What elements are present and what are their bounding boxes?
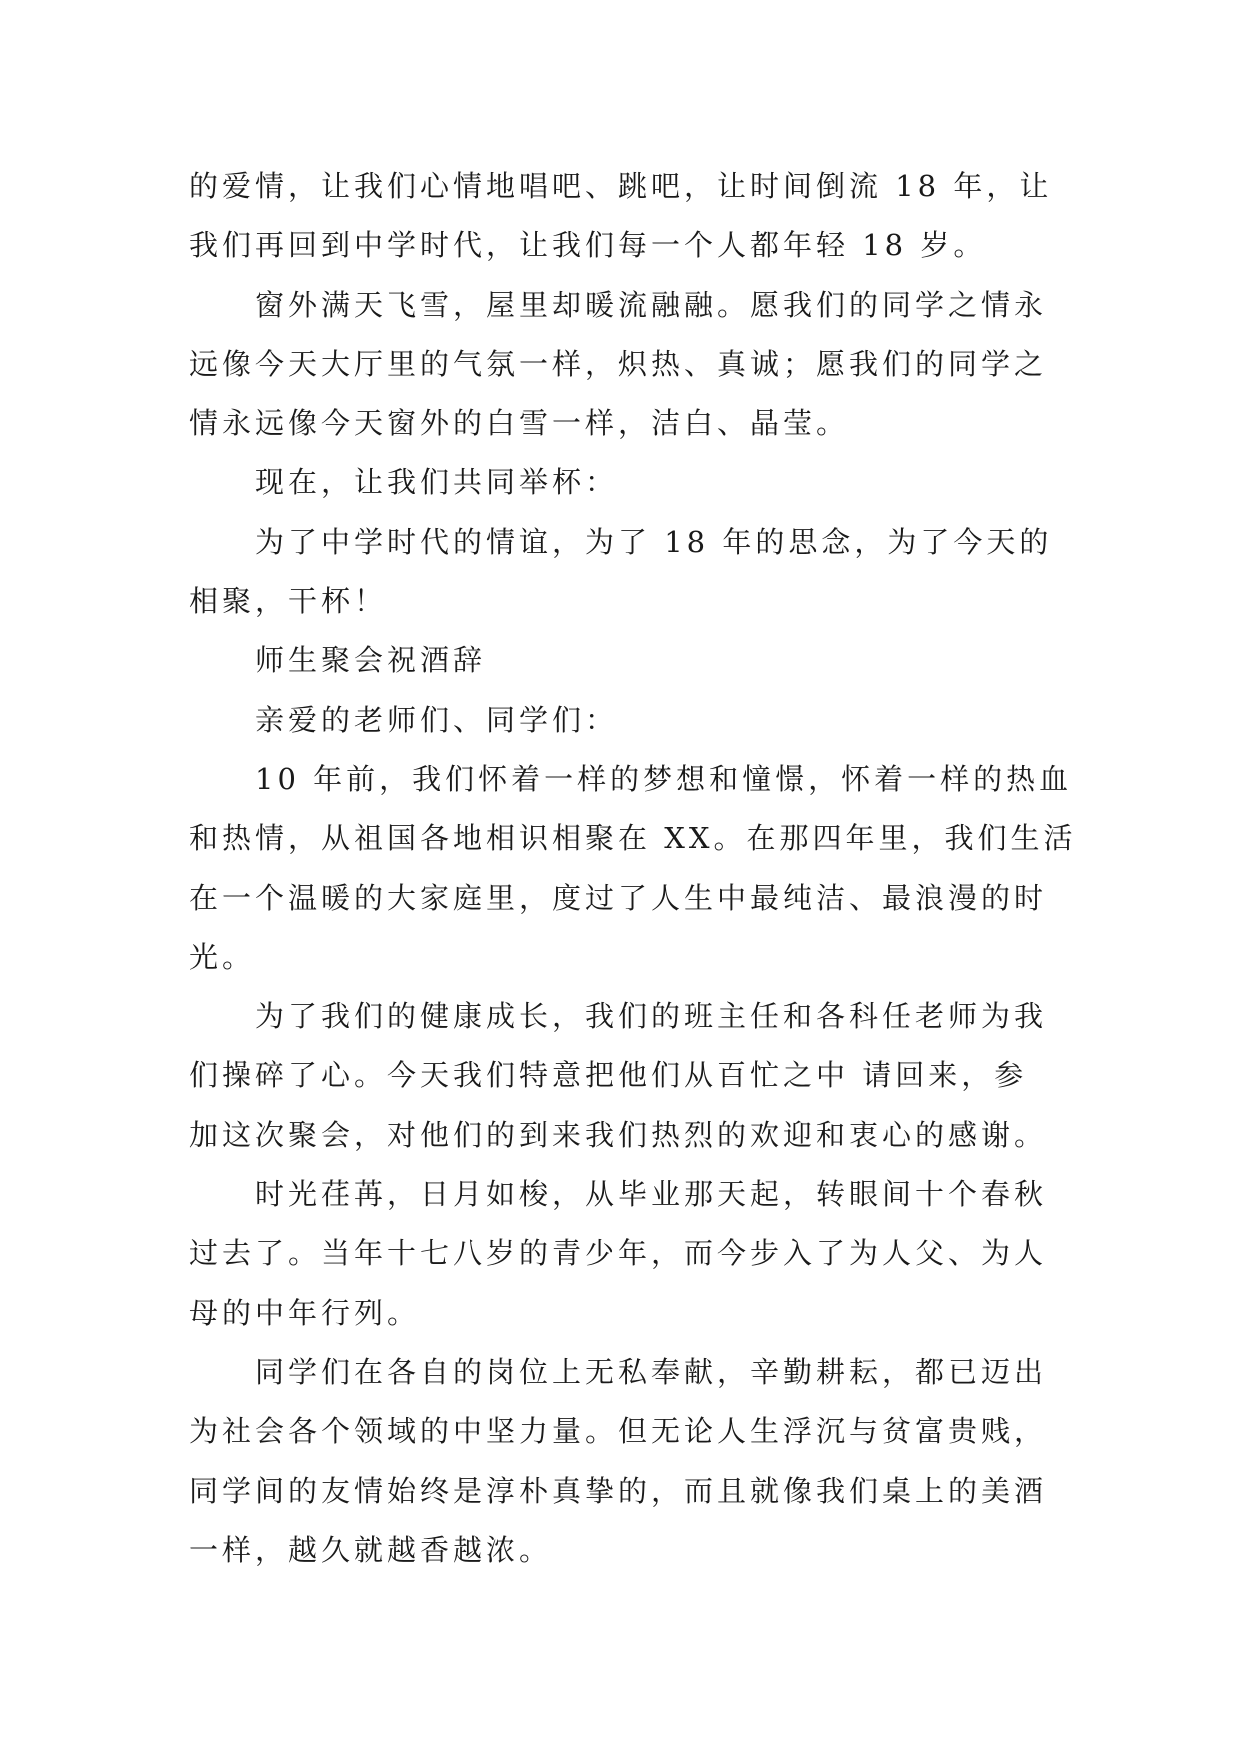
text-line: 现在，让我们共同举杯：	[255, 465, 619, 500]
text-line: 加这次聚会，对他们的到来我们热烈的欢迎和衷心的感谢。	[189, 1117, 1048, 1152]
text-line: 在一个温暖的大家庭里，度过了人生中最纯洁、最浪漫的时	[189, 880, 1048, 915]
text-line: 时光荏苒，日月如梭，从毕业那天起，转眼间十个春秋	[255, 1177, 1048, 1212]
text-line: 的爱情，让我们心情地唱吧、跳吧，让时间倒流 18 年，让	[189, 169, 1053, 203]
text-line: 过去了。当年十七八岁的青少年，而今步入了为人父、为人	[189, 1236, 1048, 1271]
text-line: 为了我们的健康成长，我们的班主任和各科任老师为我	[255, 999, 1048, 1034]
text-line: 情永远像今天窗外的白雪一样，洁白、晶莹。	[189, 406, 850, 441]
text-line: 光。	[189, 939, 256, 974]
document-body	[189, 157, 1077, 1580]
text-line: 一样，越久就越香越浓。	[189, 1532, 553, 1567]
text-line: 同学间的友情始终是淳朴真挚的，而且就像我们桌上的美酒	[189, 1473, 1048, 1508]
salutation: 亲爱的老师们、同学们：	[255, 702, 619, 737]
text-line: 为了中学时代的情谊，为了 18 年的思念，为了今天的	[255, 524, 1053, 559]
section-heading: 师生聚会祝酒辞	[255, 643, 487, 678]
text-line: 同学们在各自的岗位上无私奉献，辛勤耕耘，都已迈出	[255, 1354, 1048, 1389]
text-line: 相聚，干杯！	[189, 584, 388, 619]
text-line: 10 年前，我们怀着一样的梦想和憧憬，怀着一样的热血	[255, 761, 1073, 796]
text-line: 我们再回到中学时代，让我们每一个人都年轻 18 岁。	[189, 228, 987, 263]
text-line: 窗外满天飞雪，屋里却暖流融融。愿我们的同学之情永	[255, 287, 1048, 322]
text-line: 母的中年行列。	[189, 1295, 421, 1330]
text-line: 远像今天大厅里的气氛一样，炽热、真诚；愿我们的同学之	[189, 346, 1048, 381]
text-line: 为社会各个领域的中坚力量。但无论人生浮沉与贫富贵贱，	[189, 1414, 1048, 1449]
text-line: 和热情，从祖国各地相识相聚在 XX。在那四年里，我们生活	[189, 821, 1077, 856]
text-line: 们操碎了心。今天我们特意把他们从百忙之中 请回来，参	[189, 1058, 1028, 1093]
